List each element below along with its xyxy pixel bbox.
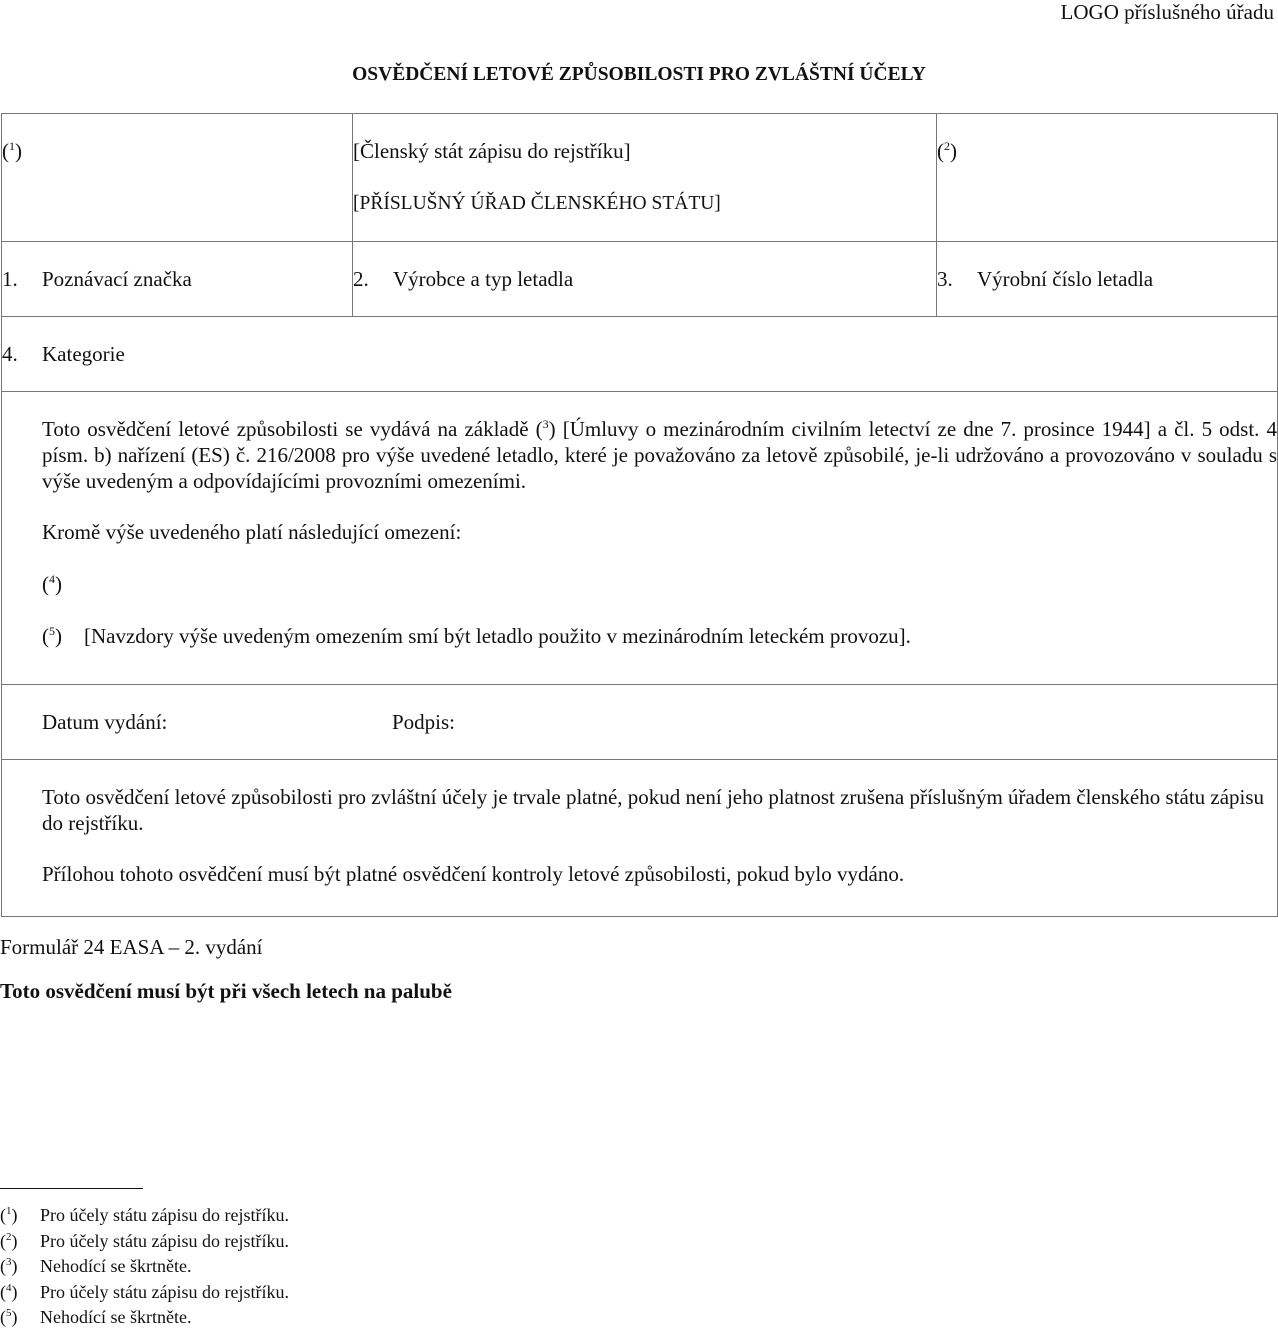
validity-text <box>2 760 1277 836</box>
validity-statement: Toto osvědčení letové způsobilosti pro zvláštní účely je trvale platné, pokud není jeho platnost zrušena příslušným úřadem členského státu zápisu do rejstříku. <box>42 785 1265 835</box>
footnote-text: Pro účely státu zápisu do rejstříku. <box>40 1230 289 1251</box>
footnote-ref-3: 3 <box>542 417 549 431</box>
limitations-intro: Kromě výše uvedeného platí následující omezení: <box>42 520 462 544</box>
registration-mark-label: Poznávací značka <box>42 267 192 291</box>
footnote-number: 5 <box>6 1307 12 1319</box>
issuance-text-end: ) [Úmluvy o mezinárodním civilním letectví ze dne 7. prosince 1944] a čl. 5 odst. 4 písm. b) nařízení (ES) č. 216/2008 pro výše uvedené letadlo, které je považováno za letově způsobilé, je-li udržováno a provozováno v souladu s výše uvedeným a odpovídajícími provozními omezeními. <box>42 417 1277 493</box>
manufacturer-type-cell <box>353 242 937 317</box>
footnote-ref-1: 1 <box>9 139 15 153</box>
field-number: 1. <box>2 267 18 291</box>
authority-ref-cell: ($^2$) <box>937 114 1278 242</box>
footnote: ($^1$) Pro účely státu zápisu do rejstříku. <box>0 1205 289 1225</box>
issuance-basis-cell: Toto osvědčení letové způsobilosti se vydává na základě ($^3$) [Úmluvy o mezinárodním civilním letectví ze dne 7. prosince 1944] a čl. 5 odst. 4 písm. b) nařízení (ES) č. 216/2008 pro výše uvedené letadlo, které je považováno za letově způsobilé, je-li udržováno a provozováno v souladu s výše uvedeným a odpovídajícími provozními omezeními. Kromě výše uvedeného platí následující omezení: ($^4$) ($^5$) [Navzdory výše uvedeným omezením smí být letadlo použito v mezinárodním leteckém provozu]. <box>2 392 1278 685</box>
footnote-text: Nehodící se škrtněte. <box>40 1256 192 1276</box>
footnote-number: 4 <box>6 1281 12 1294</box>
category-row <box>2 317 1278 392</box>
category-label: Kategorie <box>42 342 125 366</box>
field-number: 3. <box>937 267 953 291</box>
category-cell <box>2 317 1278 392</box>
footnotes <box>0 1203 289 1331</box>
state-authority-cell <box>353 114 937 242</box>
state-authority-row <box>2 114 1278 242</box>
footnote: ($^4$) Pro účely státu zápisu do rejstříku. <box>0 1281 289 1302</box>
footnote-number: 1 <box>6 1205 12 1217</box>
attachment-text: Přílohou tohoto osvědčení musí být platné osvědčení kontroly letové způsobilosti, pokud bylo vydáno. <box>42 862 905 886</box>
footnote-number: 2 <box>6 1230 12 1243</box>
footnote-text: Pro účely státu zápisu do rejstříku. <box>40 1205 289 1225</box>
issuance-basis-row <box>2 392 1278 685</box>
footnote-number: 3 <box>6 1256 12 1268</box>
footnote-separator <box>0 1188 143 1189</box>
competent-authority-label: [PŘÍSLUŠNÝ ÚŘAD ČLENSKÉHO STÁTU] <box>353 193 721 214</box>
footnote-ref-4: 4 <box>49 572 55 586</box>
issue-date-signature-row <box>2 685 1278 760</box>
signature-label: Podpis: <box>392 710 456 734</box>
state-ref-cell: ($^1$) <box>2 114 353 242</box>
footnote-ref-2: 2 <box>944 139 950 153</box>
member-state-label: [Členský stát zápisu do rejstříku] <box>353 139 631 163</box>
form-identifier: Formulář 24 EASA – 2. vydání <box>0 935 263 959</box>
footnote: ($^2$) Pro účely státu zápisu do rejstříku. <box>0 1230 289 1251</box>
issuance-basis-text <box>2 392 1277 494</box>
field-number: 4. <box>2 342 18 366</box>
footnote: ($^3$) Nehodící se škrtněte. <box>0 1256 192 1276</box>
issue-date-label: Datum vydání: <box>42 710 168 734</box>
serial-number-cell <box>937 242 1278 317</box>
field-number: 2. <box>353 267 369 291</box>
registration-mark-cell <box>2 242 353 317</box>
footnote-text: Pro účely státu zápisu do rejstříku. <box>40 1281 289 1302</box>
issuance-text-start: Toto osvědčení letové způsobilosti se vydává na základě ( <box>42 417 543 441</box>
document-title: OSVĚDČENÍ LETOVÉ ZPŮSOBILOSTI PRO ZVLÁŠTNÍ ÚČELY <box>352 64 926 85</box>
certificate-form-table <box>1 113 1278 917</box>
international-operation-text: [Navzdory výše uvedeným omezením smí být letadlo použito v mezinárodním leteckém provozu]. <box>84 624 911 648</box>
issue-date-signature-cell <box>2 685 1278 760</box>
aircraft-identification-row <box>2 242 1278 317</box>
serial-number-label: Výrobní číslo letadla <box>977 267 1154 291</box>
footnote-ref-5: 5 <box>49 624 55 638</box>
field-number <box>2 416 42 442</box>
field-number <box>2 784 42 810</box>
footnote: ($^5$) Nehodící se škrtněte. <box>0 1307 192 1327</box>
authority-logo-placeholder: LOGO příslušného úřadu <box>1060 0 1274 24</box>
manufacturer-type-label: Výrobce a typ letadla <box>393 267 574 291</box>
footnote-text: Nehodící se škrtněte. <box>40 1307 192 1327</box>
validity-row <box>2 760 1278 917</box>
validity-cell <box>2 760 1278 917</box>
onboard-requirement-note: Toto osvědčení musí být při všech letech na palubě <box>0 979 452 1003</box>
